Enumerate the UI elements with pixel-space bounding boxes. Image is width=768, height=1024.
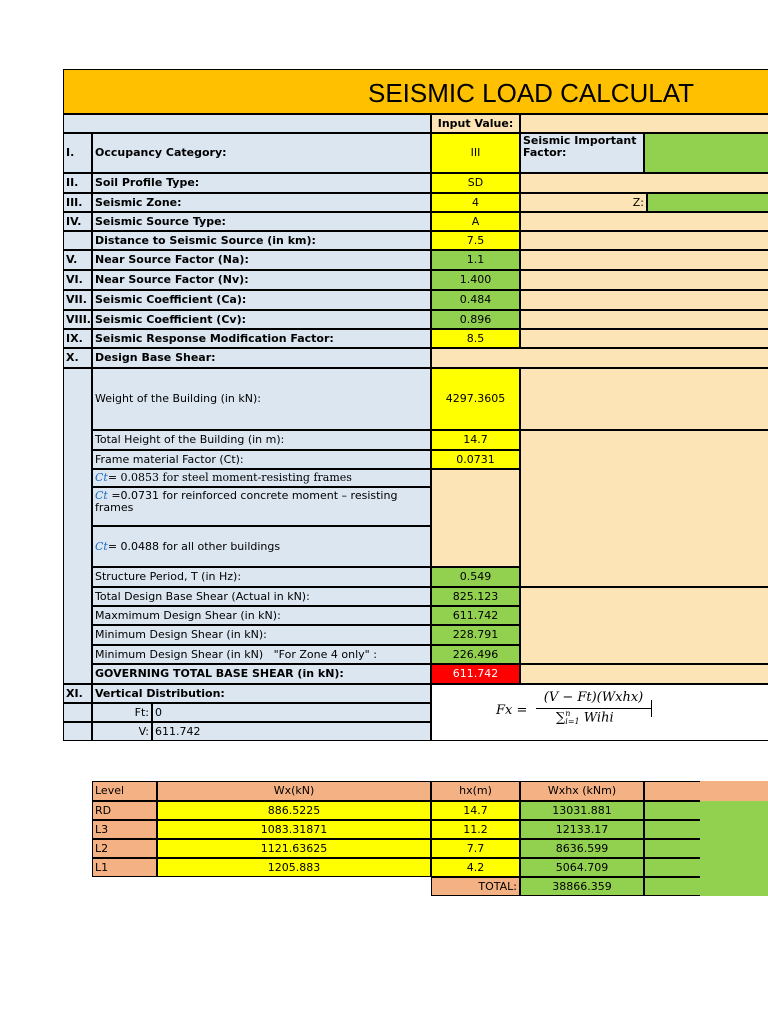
ft-value: 0 (152, 703, 431, 722)
formula-denominator (556, 710, 614, 726)
row-filler (431, 348, 768, 368)
hx-cell: 4.2 (431, 858, 520, 877)
row-num: VI. (63, 270, 92, 290)
occupancy-category-input[interactable]: III (431, 133, 520, 173)
total-wxhx: 38866.359 (520, 877, 644, 896)
fx-header-edge (700, 781, 768, 801)
hx-header: hx(m) (431, 781, 520, 801)
min-shear-zone4-label: Minimum Design Shear (in kN) "For Zone 4 only" : (92, 645, 431, 664)
seismic-zone-label: Seismic Zone: (92, 193, 431, 212)
row-num: VIII. (63, 310, 92, 329)
min-shear-value: 228.791 (431, 625, 520, 645)
vertical-distribution-label: Vertical Distribution: (92, 684, 431, 703)
ct-note-concrete-text: =0.0731 for reinforced concrete moment – resisting frames (95, 489, 398, 514)
building-weight-input[interactable]: 4297.3605 (431, 368, 520, 430)
row-filler (520, 664, 768, 684)
hx-cell: 11.2 (431, 820, 520, 839)
max-shear-value: 611.742 (431, 606, 520, 625)
formula-fraction-bar (536, 708, 652, 709)
response-factor-input[interactable]: 8.5 (431, 329, 520, 348)
level-header: Level (92, 781, 157, 801)
source-distance-input[interactable]: 7.5 (431, 231, 520, 250)
wx-cell: 1205.883 (157, 858, 431, 877)
wxhx-header: Wxhx (kNm) (520, 781, 644, 801)
formula-numerator: (V − Ft)(Wxhx) (543, 690, 644, 705)
row-num: VII. (63, 290, 92, 310)
governing-shear-value: 611.742 (431, 664, 520, 684)
level-cell: L3 (92, 820, 157, 839)
row-num (63, 722, 92, 741)
formula-lhs: Fx = (496, 703, 528, 718)
row-filler (520, 329, 768, 348)
hx-cell: 7.7 (431, 839, 520, 858)
source-distance-label: Distance to Seismic Source (in km): (92, 231, 431, 250)
building-height-label: Total Height of the Building (in m): (92, 430, 431, 450)
governing-shear-label: GOVERNING TOTAL BASE SHEAR (in kN): (92, 664, 431, 684)
wx-cell: 1121.63625 (157, 839, 431, 858)
row-num: III. (63, 193, 92, 212)
row-num: XI. (63, 684, 92, 703)
cv-value: 0.896 (431, 310, 520, 329)
ct-symbol: Ct (95, 539, 108, 553)
soil-profile-input[interactable]: SD (431, 173, 520, 193)
row-num: II. (63, 173, 92, 193)
structure-period-label: Structure Period, T (in Hz): (92, 567, 431, 587)
header-spacer-left (63, 114, 431, 133)
frame-factor-input[interactable]: 0.0731 (431, 450, 520, 469)
total-shear-label: Total Design Base Shear (Actual in kN): (92, 587, 431, 606)
structure-period-value: 0.549 (431, 567, 520, 587)
nv-label: Near Source Factor (Nv): (92, 270, 431, 290)
row-filler (520, 310, 768, 329)
importance-factor-label: Seismic Important Factor: (520, 133, 644, 173)
row-num (63, 703, 92, 722)
wx-cell: 1083.31871 (157, 820, 431, 839)
soil-profile-label: Soil Profile Type: (92, 173, 431, 193)
right-filler-block (520, 430, 768, 587)
ct-symbol: Ct (95, 471, 108, 484)
row-num: IX. (63, 329, 92, 348)
cv-label: Seismic Coefficient (Cv): (92, 310, 431, 329)
z-value (647, 193, 768, 212)
ft-label: Ft: (92, 703, 152, 722)
wx-cell: 886.5225 (157, 801, 431, 820)
level-cell: L2 (92, 839, 157, 858)
row-filler (520, 270, 768, 290)
nv-value: 1.400 (431, 270, 520, 290)
ca-label: Seismic Coefficient (Ca): (92, 290, 431, 310)
sum-symbol: ∑ (556, 710, 566, 726)
ca-value: 0.484 (431, 290, 520, 310)
weight-filler (520, 368, 768, 430)
row-num: V. (63, 250, 92, 270)
wxhx-cell: 5064.709 (520, 858, 644, 877)
ct-symbol: Ct (95, 489, 108, 502)
total-shear-value: 825.123 (431, 587, 520, 606)
wxhx-cell: 12133.17 (520, 820, 644, 839)
seismic-source-type-label: Seismic Source Type: (92, 212, 431, 231)
row-num (63, 231, 92, 250)
row-filler (520, 231, 768, 250)
row-filler (520, 212, 768, 231)
row-num: X. (63, 348, 92, 368)
wx-header: Wx(kN) (157, 781, 431, 801)
building-weight-label: Weight of the Building (in kN): (92, 368, 431, 430)
wxhx-cell: 8636.599 (520, 839, 644, 858)
formula-cursor (651, 700, 652, 717)
seismic-source-type-input[interactable]: A (431, 212, 520, 231)
row-filler (520, 250, 768, 270)
page-title: SEISMIC LOAD CALCULAT (368, 78, 695, 108)
occupancy-category-label: Occupancy Category: (92, 133, 431, 173)
na-label: Near Source Factor (Na): (92, 250, 431, 270)
header-spacer-right (520, 114, 768, 133)
fx-column-edge (700, 801, 768, 896)
frame-factor-label: Frame material Factor (Ct): (92, 450, 431, 469)
seismic-zone-input[interactable]: 4 (431, 193, 520, 212)
max-shear-label: Maxmimum Design Shear (in kN): (92, 606, 431, 625)
section-x-num-column (63, 368, 92, 684)
importance-factor-value (644, 133, 768, 173)
row-num: I. (63, 133, 92, 173)
sum-upper: n (565, 709, 571, 718)
level-cell: RD (92, 801, 157, 820)
input-value-header: Input Value: (431, 114, 520, 133)
building-height-input[interactable]: 14.7 (431, 430, 520, 450)
v-label: V: (92, 722, 152, 741)
level-cell: L1 (92, 858, 157, 877)
row-filler (520, 173, 768, 193)
na-value: 1.1 (431, 250, 520, 270)
z-label: Z: (520, 193, 647, 212)
ct-note-concrete (92, 487, 431, 526)
row-filler (520, 587, 768, 664)
ct-note-steel-text: = 0.0853 for steel moment-resisting frames (107, 471, 352, 484)
response-factor-label: Seismic Response Modification Factor: (92, 329, 431, 348)
row-num: IV. (63, 212, 92, 231)
wxhx-cell: 13031.881 (520, 801, 644, 820)
hx-cell: 14.7 (431, 801, 520, 820)
formula-den-rest: Wihi (583, 710, 614, 726)
min-shear-label: Minimum Design Shear (in kN): (92, 625, 431, 645)
ct-note-other-text: = 0.0488 for all other buildings (107, 539, 281, 553)
ct-note-steel (92, 469, 431, 487)
row-filler (520, 290, 768, 310)
design-base-shear-label: Design Base Shear: (92, 348, 431, 368)
ct-note-other (92, 526, 431, 567)
sum-lower: i=1 (565, 717, 580, 726)
min-shear-zone4-value: 226.496 (431, 645, 520, 664)
v-value: 611.742 (152, 722, 431, 741)
ct-notes-value-filler (431, 469, 520, 567)
total-label: TOTAL: (431, 877, 520, 896)
